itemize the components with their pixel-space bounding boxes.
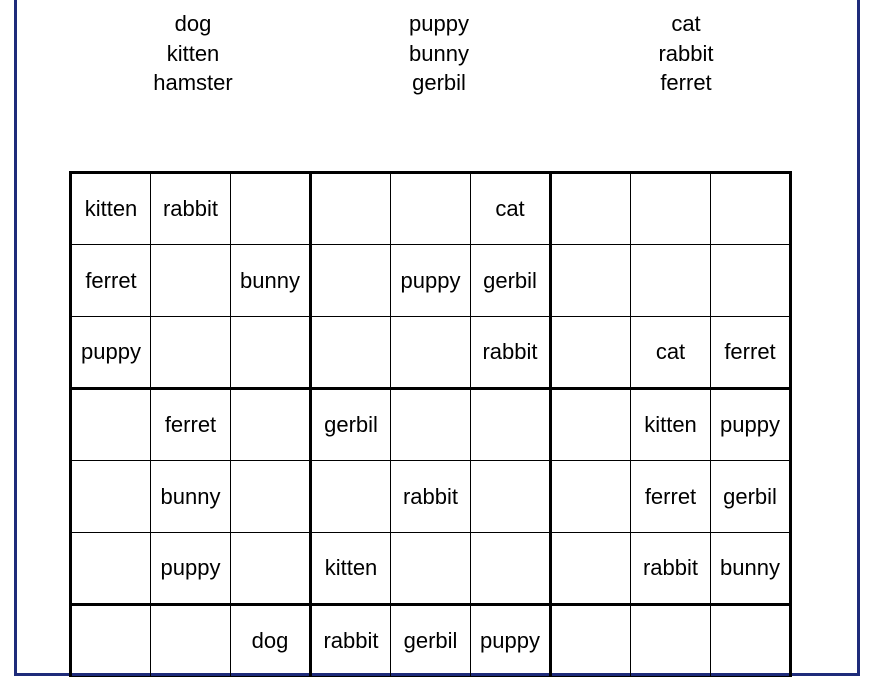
grid-cell[interactable] <box>231 173 311 245</box>
grid-cell[interactable]: rabbit <box>631 533 711 605</box>
grid-cell[interactable]: puppy <box>471 605 551 677</box>
grid-cell[interactable] <box>391 317 471 389</box>
grid-cell[interactable] <box>231 389 311 461</box>
grid-cell[interactable]: kitten <box>71 173 151 245</box>
grid-cell[interactable] <box>471 461 551 533</box>
grid-cell[interactable] <box>711 605 791 677</box>
grid-cell[interactable] <box>551 533 631 605</box>
grid-cell[interactable] <box>151 245 231 317</box>
grid-cell[interactable] <box>71 389 151 461</box>
grid-cell[interactable]: puppy <box>151 533 231 605</box>
legend-word: rabbit <box>658 40 714 66</box>
grid-cell[interactable] <box>231 461 311 533</box>
grid-cell[interactable]: gerbil <box>711 461 791 533</box>
grid-row <box>71 173 791 245</box>
grid-cell[interactable] <box>311 461 391 533</box>
grid-row <box>71 317 791 389</box>
grid-cell[interactable] <box>231 533 311 605</box>
grid-cell[interactable]: gerbil <box>311 389 391 461</box>
grid-cell[interactable]: bunny <box>711 533 791 605</box>
grid-cell[interactable]: puppy <box>391 245 471 317</box>
grid-cell[interactable]: cat <box>631 317 711 389</box>
legend-word: cat <box>671 11 701 36</box>
legend-column <box>359 9 519 98</box>
grid-row <box>71 533 791 605</box>
grid-cell[interactable]: kitten <box>311 533 391 605</box>
grid-cell[interactable] <box>471 389 551 461</box>
grid-cell[interactable]: gerbil <box>471 245 551 317</box>
grid-row <box>71 245 791 317</box>
grid-cell[interactable]: kitten <box>631 389 711 461</box>
grid-cell[interactable]: rabbit <box>471 317 551 389</box>
grid-cell[interactable] <box>631 173 711 245</box>
grid-cell[interactable] <box>151 317 231 389</box>
grid-cell[interactable] <box>711 245 791 317</box>
grid-cell[interactable]: gerbil <box>391 605 471 677</box>
grid-cell[interactable]: rabbit <box>311 605 391 677</box>
legend-word: ferret <box>660 70 712 95</box>
legend-word: bunny <box>409 40 469 66</box>
grid-cell[interactable] <box>551 317 631 389</box>
grid-row <box>71 389 791 461</box>
grid-cell[interactable] <box>311 173 391 245</box>
grid-cell[interactable] <box>631 605 711 677</box>
grid-cell[interactable] <box>71 533 151 605</box>
grid-row <box>71 461 791 533</box>
grid-cell[interactable]: rabbit <box>151 173 231 245</box>
grid-cell[interactable] <box>391 533 471 605</box>
grid-cell[interactable] <box>551 245 631 317</box>
legend-word: kitten <box>166 40 220 66</box>
grid-cell[interactable]: bunny <box>231 245 311 317</box>
legend-word: hamster <box>153 70 233 95</box>
grid-cell[interactable] <box>311 317 391 389</box>
grid-cell[interactable] <box>711 173 791 245</box>
sudoku-grid <box>69 171 792 677</box>
grid-cell[interactable] <box>71 605 151 677</box>
grid-cell[interactable]: dog <box>231 605 311 677</box>
grid-cell[interactable] <box>391 389 471 461</box>
grid-cell[interactable]: bunny <box>151 461 231 533</box>
grid-cell[interactable] <box>631 245 711 317</box>
grid-cell[interactable] <box>391 173 471 245</box>
grid-cell[interactable] <box>471 533 551 605</box>
grid-row <box>71 605 791 677</box>
legend-word: puppy <box>409 11 469 36</box>
grid-cell[interactable]: puppy <box>71 317 151 389</box>
grid-cell[interactable]: ferret <box>151 389 231 461</box>
legend-column <box>606 9 766 98</box>
legend-word: dog <box>174 11 212 36</box>
grid-cell[interactable] <box>71 461 151 533</box>
grid-cell[interactable]: rabbit <box>391 461 471 533</box>
grid-cell[interactable] <box>231 317 311 389</box>
grid-cell[interactable] <box>551 389 631 461</box>
legend-word: gerbil <box>412 70 466 95</box>
grid-cell[interactable]: ferret <box>631 461 711 533</box>
grid-cell[interactable] <box>551 461 631 533</box>
grid-cell[interactable] <box>311 245 391 317</box>
grid-cell[interactable] <box>151 605 231 677</box>
grid-cell[interactable]: cat <box>471 173 551 245</box>
grid-cell[interactable] <box>551 605 631 677</box>
grid-cell[interactable]: ferret <box>71 245 151 317</box>
legend-column <box>113 9 273 98</box>
grid-cell[interactable]: puppy <box>711 389 791 461</box>
grid-cell[interactable] <box>551 173 631 245</box>
grid-cell[interactable]: ferret <box>711 317 791 389</box>
